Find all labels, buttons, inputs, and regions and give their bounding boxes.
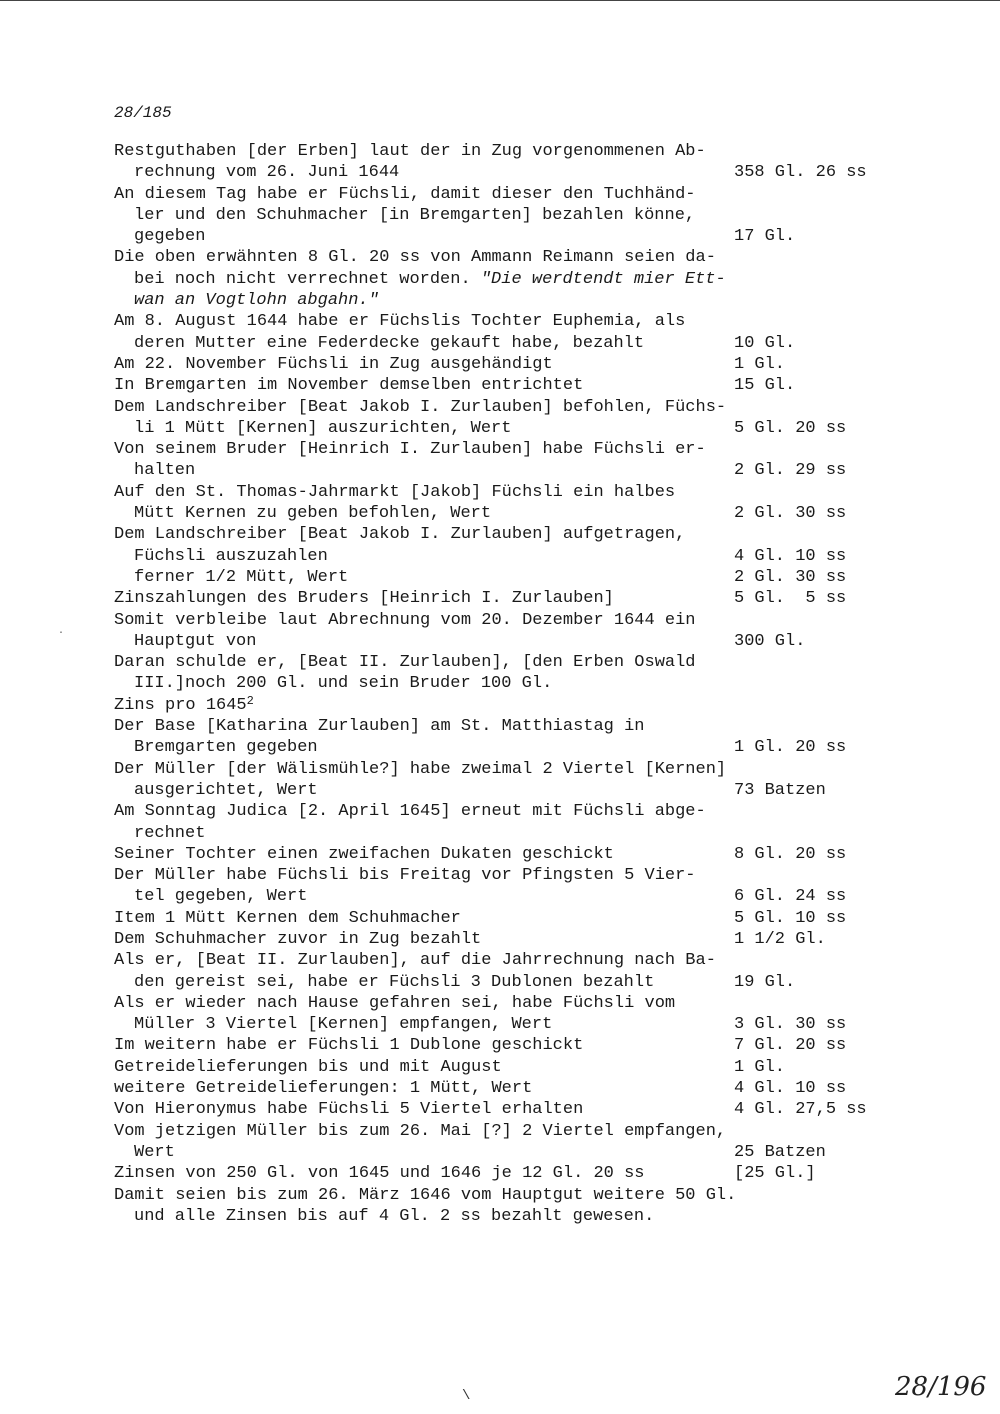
page-number: 28/185 — [114, 104, 172, 122]
entry-text-main: weitere Getreidelieferungen: 1 Mütt, Wert — [114, 1079, 533, 1099]
entry-text-main: ferner 1/2 Mütt, Wert — [134, 567, 349, 587]
entry-text — [134, 886, 307, 907]
entry-text — [114, 524, 685, 545]
entry-text-main: Am Sonntag Judica [2. April 1645] erneut mit Füchsli abge- — [114, 802, 706, 822]
entry-text-main: Als er, [Beat II. Zurlauben], auf die Jahrrechnung nach Ba- — [114, 951, 716, 971]
entry-text-main: rechnet — [134, 823, 206, 843]
ledger-row — [114, 610, 914, 631]
ledger-row — [114, 162, 914, 183]
entry-text-main: Mütt Kernen zu geben befohlen, Wert — [134, 504, 492, 524]
entry-text-main: Der Base [Katharina Zurlauben] am St. Matthiastag in — [114, 717, 645, 737]
handwritten-page-stamp: 28/196 — [895, 1372, 987, 1402]
entry-amount: 5 Gl. 20 ss — [734, 418, 847, 438]
ledger-row — [114, 1099, 914, 1120]
ledger-row — [114, 1057, 914, 1078]
entry-amount: 73 Batzen — [734, 780, 826, 800]
ledger-row — [114, 1014, 914, 1035]
entry-text — [134, 333, 644, 354]
entry-text — [134, 205, 695, 226]
entry-text — [134, 673, 552, 694]
ledger-row — [114, 801, 914, 822]
entry-text — [134, 780, 318, 801]
entry-text — [134, 1142, 175, 1163]
entry-text — [134, 269, 726, 290]
ledger-row — [114, 333, 914, 354]
entry-text — [134, 290, 379, 311]
entry-text-main: Füchsli auszuzahlen — [134, 546, 328, 566]
ledger-row — [114, 673, 914, 694]
entry-amount: 1 Gl. — [734, 1057, 786, 1077]
ledger-row — [114, 737, 914, 758]
entry-text-main: Zinszahlungen des Bruders [Heinrich I. Zurlauben] — [114, 589, 614, 609]
entry-amount: 5 Gl. 10 ss — [734, 908, 847, 928]
entry-amount: 6 Gl. 24 ss — [734, 887, 847, 907]
entry-text — [114, 1078, 532, 1099]
entry-text-main: Am 22. November Füchsli in Zug ausgehändigt — [114, 354, 553, 374]
entry-text-main: Der Müller habe Füchsli bis Freitag vor Pfingsten 5 Vier- — [114, 866, 696, 886]
entry-text-main: Der Müller [der Wälismühle?] habe zweimal 2 Viertel [Kernen] — [114, 759, 727, 779]
ledger-entries — [114, 141, 914, 1227]
entry-text — [134, 1014, 552, 1035]
ledger-row — [114, 950, 914, 971]
ledger-row — [114, 1078, 914, 1099]
entry-text-main: Dem Landschreiber [Beat Jakob I. Zurlauben] aufgetragen, — [114, 525, 686, 545]
entry-text — [134, 631, 256, 652]
entry-amount: 2 Gl. 30 ss — [734, 504, 847, 524]
entry-text-main: Vom jetzigen Müller bis zum 26. Mai [?] 2 Viertel empfangen, — [114, 1121, 727, 1141]
ledger-row — [114, 439, 914, 460]
entry-text — [114, 844, 614, 865]
entry-text — [114, 1163, 645, 1184]
entry-amount: 1 1/2 Gl. — [734, 929, 826, 949]
entry-amount: 3 Gl. 30 ss — [734, 1015, 847, 1035]
entry-text — [134, 162, 399, 183]
entry-quote: wan an Vogtlohn abgahn." — [134, 291, 379, 311]
entry-text — [114, 801, 706, 822]
entry-amount: 2 Gl. 29 ss — [734, 461, 847, 481]
entry-amount: [25 Gl.] — [734, 1164, 816, 1184]
ledger-row — [114, 311, 914, 332]
entry-text — [134, 418, 511, 439]
entry-text — [114, 1121, 726, 1142]
entry-amount: 10 Gl. — [734, 333, 796, 353]
entry-amount: 17 Gl. — [734, 227, 796, 247]
entry-amount: 2 Gl. 30 ss — [734, 567, 847, 587]
entry-text-main: III.]noch 200 Gl. und sein Bruder 100 Gl. — [134, 674, 553, 694]
bottom-mark: \ — [462, 1388, 471, 1404]
entry-text-main: Von Hieronymus habe Füchsli 5 Viertel erhalten — [114, 1100, 584, 1120]
ledger-row — [114, 1121, 914, 1142]
entry-text-main: tel gegeben, Wert — [134, 887, 308, 907]
entry-text — [114, 247, 716, 268]
entry-text-main: Zinsen von 250 Gl. von 1645 und 1646 je 12 Gl. 20 ss — [114, 1164, 645, 1184]
entry-amount: 358 Gl. 26 ss — [734, 163, 867, 183]
entry-text — [114, 1035, 583, 1056]
entry-amount: 300 Gl. — [734, 631, 806, 651]
ledger-row — [114, 759, 914, 780]
ledger-row — [114, 205, 914, 226]
ledger-row — [114, 524, 914, 545]
footnote-marker: 2 — [246, 693, 254, 708]
entry-amount: 25 Batzen — [734, 1142, 826, 1162]
ledger-row — [114, 652, 914, 673]
ledger-row — [114, 375, 914, 396]
entry-text-main: rechnung vom 26. Juni 1644 — [134, 163, 400, 183]
ledger-row — [114, 588, 914, 609]
entry-text — [134, 546, 328, 567]
ledger-row — [114, 397, 914, 418]
entry-text-main: An diesem Tag habe er Füchsli, damit dieser den Tuchhänd- — [114, 184, 696, 204]
entry-amount: 1 Gl. 20 ss — [734, 738, 847, 758]
entry-text-main: Als er wieder nach Hause gefahren sei, habe Füchsli vom — [114, 993, 676, 1013]
top-border-line — [0, 0, 1000, 1]
ledger-row — [114, 460, 914, 481]
entry-amount: 8 Gl. 20 ss — [734, 844, 847, 864]
entry-text — [114, 950, 716, 971]
entry-text — [134, 737, 318, 758]
entry-text-main: Restguthaben [der Erben] laut der in Zug vorgenommenen Ab- — [114, 142, 706, 161]
ledger-row — [114, 631, 914, 652]
ledger-row — [114, 823, 914, 844]
entry-text-main: Die oben erwähnten 8 Gl. 20 ss von Ammann Reimann seien da- — [114, 248, 716, 268]
entry-text-main: Hauptgut von — [134, 631, 257, 651]
entry-text-main: Müller 3 Viertel [Kernen] empfangen, Wert — [134, 1015, 553, 1035]
ledger-row — [114, 226, 914, 247]
entry-text-main: Getreidelieferungen bis und mit August — [114, 1057, 502, 1077]
entry-text — [114, 652, 696, 673]
ledger-row — [114, 1163, 914, 1184]
entry-text — [114, 1099, 583, 1120]
entry-text-main: In Bremgarten im November demselben entrichtet — [114, 376, 584, 396]
ledger-row — [114, 908, 914, 929]
entry-text — [114, 184, 696, 205]
entry-text-main: Dem Landschreiber [Beat Jakob I. Zurlauben] befohlen, Füchs- — [114, 397, 727, 417]
entry-text — [134, 972, 654, 993]
entry-text-main: und alle Zinsen bis auf 4 Gl. 2 ss bezahlt gewesen. — [134, 1206, 655, 1226]
ledger-row — [114, 929, 914, 950]
entry-text-main: Damit seien bis zum 26. März 1646 vom Hauptgut weitere 50 Gl. — [114, 1185, 737, 1205]
entry-text-main: den gereist sei, habe er Füchsli 3 Dublonen bezahlt — [134, 972, 655, 992]
ledger-row — [114, 1035, 914, 1056]
entry-text-main: Seiner Tochter einen zweifachen Dukaten geschickt — [114, 844, 614, 864]
entry-text — [114, 1057, 502, 1078]
entry-text — [114, 141, 706, 162]
entry-text-main: Item 1 Mütt Kernen dem Schuhmacher — [114, 908, 461, 928]
ledger-row — [114, 503, 914, 524]
entry-text-main: ler und den Schuhmacher [in Bremgarten] bezahlen könne, — [134, 205, 696, 225]
entry-text — [114, 716, 645, 737]
entry-text — [134, 226, 205, 247]
entry-amount: 4 Gl. 10 ss — [734, 546, 847, 566]
entry-amount: 15 Gl. — [734, 376, 796, 396]
entry-amount: 5 Gl. 5 ss — [734, 589, 847, 609]
entry-text — [134, 567, 348, 588]
entry-amount: 4 Gl. 10 ss — [734, 1079, 847, 1099]
entry-text — [114, 354, 553, 375]
ledger-row — [114, 269, 914, 290]
entry-amount: 19 Gl. — [734, 972, 796, 992]
entry-text — [114, 311, 685, 332]
ledger-row — [114, 1142, 914, 1163]
ledger-row — [114, 972, 914, 993]
ledger-row — [114, 247, 914, 268]
entry-amount: 1 Gl. — [734, 354, 786, 374]
ledger-row — [114, 716, 914, 737]
ledger-row — [114, 1206, 914, 1227]
entry-text — [114, 929, 481, 950]
entry-text-main: ausgerichtet, Wert — [134, 780, 318, 800]
ledger-row — [114, 993, 914, 1014]
entry-text-main: deren Mutter eine Federdecke gekauft habe, bezahlt — [134, 333, 645, 353]
entry-amount: 7 Gl. 20 ss — [734, 1036, 847, 1056]
entry-text — [114, 482, 675, 503]
entry-text — [114, 610, 696, 631]
ledger-row — [114, 567, 914, 588]
entry-text-main: li 1 Mütt [Kernen] auszurichten, Wert — [134, 418, 512, 438]
entry-text-main: Wert — [134, 1142, 175, 1162]
margin-mark: · — [58, 628, 65, 639]
ledger-row — [114, 886, 914, 907]
entry-text-main: Auf den St. Thomas-Jahrmarkt [Jakob] Füchsli ein halbes — [114, 482, 676, 502]
entry-text-main: bei noch nicht verrechnet worden. — [134, 269, 481, 289]
entry-text — [114, 908, 461, 929]
ledger-row — [114, 780, 914, 801]
ledger-row — [114, 141, 914, 162]
ledger-row — [114, 865, 914, 886]
entry-text — [134, 460, 195, 481]
entry-text — [114, 397, 726, 418]
entry-text-main: Am 8. August 1644 habe er Füchslis Tochter Euphemia, als — [114, 312, 686, 332]
entry-text — [114, 588, 614, 609]
entry-text-main: Von seinem Bruder [Heinrich I. Zurlauben] habe Füchsli er- — [114, 440, 706, 460]
entry-text-main: Bremgarten gegeben — [134, 738, 318, 758]
entry-text — [114, 759, 726, 780]
ledger-row — [114, 184, 914, 205]
entry-text-main: gegeben — [134, 227, 206, 247]
entry-text-main: Somit verbleibe laut Abrechnung vom 20. Dezember 1644 ein — [114, 610, 696, 630]
ledger-row — [114, 290, 914, 311]
ledger-row — [114, 546, 914, 567]
entry-text — [134, 1206, 654, 1227]
entry-text — [134, 823, 205, 844]
entry-text — [114, 993, 675, 1014]
entry-text-main: Daran schulde er, [Beat II. Zurlauben], [den Erben Oswald — [114, 653, 696, 673]
ledger-row — [114, 354, 914, 375]
entry-text — [114, 439, 706, 460]
entry-text — [134, 503, 491, 524]
entry-amount: 4 Gl. 27,5 ss — [734, 1100, 867, 1120]
entry-quote: "Die werdtendt mier Ett- — [480, 269, 726, 289]
entry-text — [114, 375, 583, 396]
ledger-row — [114, 695, 914, 716]
ledger-row — [114, 418, 914, 439]
entry-text-main: halten — [134, 461, 196, 481]
entry-text-main: Zins pro 1645 — [114, 695, 247, 715]
entry-text — [114, 1185, 736, 1206]
ledger-row — [114, 482, 914, 503]
entry-text-main: Im weitern habe er Füchsli 1 Dublone geschickt — [114, 1036, 584, 1056]
ledger-row — [114, 844, 914, 865]
entry-text — [114, 865, 696, 886]
entry-text — [114, 695, 254, 716]
entry-text-main: Dem Schuhmacher zuvor in Zug bezahlt — [114, 929, 482, 949]
ledger-row — [114, 1185, 914, 1206]
